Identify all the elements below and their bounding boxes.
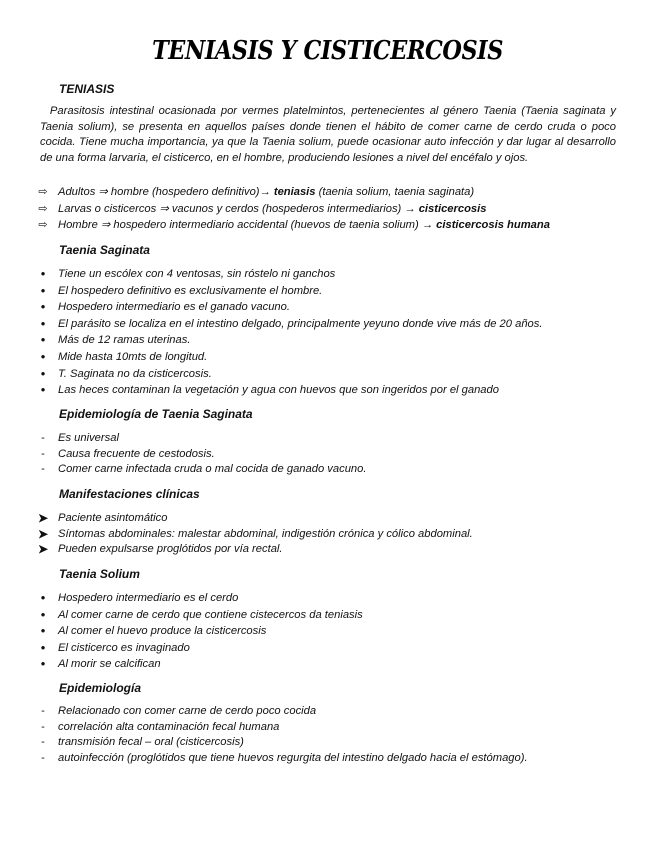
list-item-text: Relacionado con comer carne de cerdo poco cocida [58, 705, 317, 717]
bullet-marker-icon: • [40, 266, 46, 281]
bullet-marker-icon: • [40, 656, 46, 672]
list-item [0, 656, 655, 673]
list-item-text: El hospedero definitivo es exclusivamente el hombre. [58, 284, 323, 297]
manifestaciones-list [0, 511, 655, 558]
dash-marker-icon: - [41, 751, 45, 764]
list-item [0, 283, 655, 300]
list-item-text: Más de 12 ramas uterinas. [58, 334, 191, 347]
bullet-marker-icon: • [40, 623, 46, 639]
chevron-marker-icon: ➤ [37, 542, 49, 556]
list-item [0, 332, 655, 349]
list-item [0, 735, 655, 751]
list-item [0, 590, 655, 607]
list-item-text: Las heces contaminan la vegetación y agua con huevos que son ingeridos por el ganado [58, 384, 499, 397]
bullet-marker-icon: • [40, 332, 46, 348]
list-item-text: correlación alta contaminación fecal humana [58, 720, 280, 733]
saginata-list [0, 266, 655, 399]
bullet-marker-icon: • [40, 299, 46, 315]
epi-saginata-list [0, 431, 655, 478]
bullet-marker-icon: • [40, 606, 46, 622]
list-item-text: Al morir se calcifican [58, 658, 161, 671]
cycle-bold: teniasis [273, 186, 316, 198]
dash-marker-icon: - [41, 447, 45, 460]
list-item [0, 447, 655, 463]
list-item-text: transmisión fecal – oral (cisticercosis) [58, 736, 244, 748]
cycle-text: Adultos ⇒ hombre (hospedero definitivo)→ [58, 186, 274, 198]
bullet-marker-icon: • [40, 315, 46, 331]
list-item-text: Es universal [58, 432, 119, 444]
list-item [0, 607, 655, 624]
dash-marker-icon: - [41, 736, 45, 748]
arrow-bullet-icon: ⇨ [38, 219, 48, 231]
list-item [0, 299, 655, 316]
cycle-text: Hombre ⇒ hospedero intermediario accidental (huevos de taenia solium) → [58, 219, 437, 231]
list-item-text: Causa frecuente de cestodosis. [58, 447, 215, 460]
solium-list [0, 590, 655, 673]
cycle-bold: cisticercosis [418, 202, 487, 215]
list-item-text: Al comer carne de cerdo que contiene cistecercos da teniasis [58, 608, 363, 621]
list-item-text: Paciente asintomático [58, 512, 168, 524]
list-item [0, 720, 655, 736]
bullet-marker-icon: • [40, 365, 46, 381]
list-item [0, 349, 655, 366]
cycle-item-larvas [0, 201, 655, 218]
heading-taenia-saginata: Taenia Saginata [59, 243, 150, 257]
bullet-marker-icon: • [40, 382, 46, 398]
dash-marker-icon: - [41, 705, 45, 717]
list-item-text: Hospedero intermediario es el cerdo [58, 592, 239, 604]
chevron-marker-icon: ➤ [37, 526, 49, 541]
intro-paragraph-text: Parasitosis intestinal ocasionada por vermes platelmintos, pertenecientes al género Taenia (Taenia saginata y Taenia solium), se presenta en aquellos países donde tienen el hábito de comer carne de cerdo cruda o poco cocida. Tiene mucha importancia, ya que la Taenia solium, puede ocasionar auto infección y dar lugar al desarrollo de una forma larvaria, el cisticerco, en el hombre, produciendo lesiones a nivel del encéfalo y ojos. [40, 105, 616, 164]
heading-epidemiologia: Epidemiología [59, 681, 142, 695]
bullet-marker-icon: • [40, 639, 46, 655]
list-item [0, 640, 655, 657]
dash-marker-icon: - [41, 432, 45, 444]
list-item [0, 704, 655, 720]
dash-marker-icon: - [41, 720, 45, 733]
list-item-text: T. Saginata no da cisticercosis. [58, 367, 212, 380]
list-item [0, 542, 655, 558]
list-item [0, 623, 655, 640]
cycle-item-adultos [0, 184, 655, 201]
cycle-after: (taenia solium, taenia saginata) [315, 186, 475, 198]
list-item-text: Tiene un escólex con 4 ventosas, sin róstelo ni ganchos [58, 268, 336, 280]
chevron-marker-icon: ➤ [37, 511, 49, 525]
list-item-text: Al comer el huevo produce la cisticercosis [58, 625, 267, 638]
list-item [0, 462, 655, 478]
list-item-text: autoinfección (proglótidos que tiene huevos regurgita del intestino delgado hacia el estómago). [58, 751, 528, 764]
epidemiologia-list [0, 704, 655, 766]
arrow-bullet-icon: ⇨ [38, 186, 48, 198]
document-title: TENIASIS Y CISTICERCOSIS [152, 36, 503, 66]
list-item [0, 511, 655, 527]
list-item-text: El parásito se localiza en el intestino delgado, principalmente yeyuno donde vive más de 20 años. [58, 317, 543, 330]
list-item [0, 527, 655, 543]
heading-teniasis: TENIASIS [59, 82, 115, 96]
bullet-marker-icon: • [40, 348, 46, 364]
arrow-bullet-icon: ⇨ [38, 202, 48, 215]
list-item [0, 751, 655, 767]
list-item-text: Mide hasta 10mts de longitud. [58, 350, 208, 363]
intro-paragraph [40, 104, 616, 166]
list-item-text: El cisticerco es invaginado [58, 641, 190, 654]
list-item [0, 366, 655, 383]
list-item-text: Síntomas abdominales: malestar abdominal, indigestión crónica y cólico abdominal. [58, 527, 473, 540]
list-item [0, 266, 655, 283]
cycle-text: Larvas o cisticercos ⇒ vacunos y cerdos (hospederos intermediarios) → [58, 202, 419, 215]
list-item-text: Comer carne infectada cruda o mal cocida de ganado vacuno. [58, 463, 367, 475]
heading-manifestaciones: Manifestaciones clínicas [59, 487, 200, 501]
bullet-marker-icon: • [40, 590, 46, 605]
list-item-text: Hospedero intermediario es el ganado vacuno. [58, 301, 290, 314]
list-item [0, 382, 655, 399]
list-item [0, 431, 655, 447]
heading-epidemiologia-saginata: Epidemiología de Taenia Saginata [59, 407, 253, 421]
list-item-text: Pueden expulsarse proglótidos por vía rectal. [58, 543, 283, 555]
cycle-item-hombre [0, 217, 655, 234]
list-item [0, 316, 655, 333]
dash-marker-icon: - [41, 463, 45, 475]
heading-taenia-solium: Taenia Solium [59, 567, 140, 581]
bullet-marker-icon: • [40, 282, 46, 298]
cycle-list [0, 184, 655, 234]
cycle-bold: cisticercosis humana [436, 219, 550, 231]
